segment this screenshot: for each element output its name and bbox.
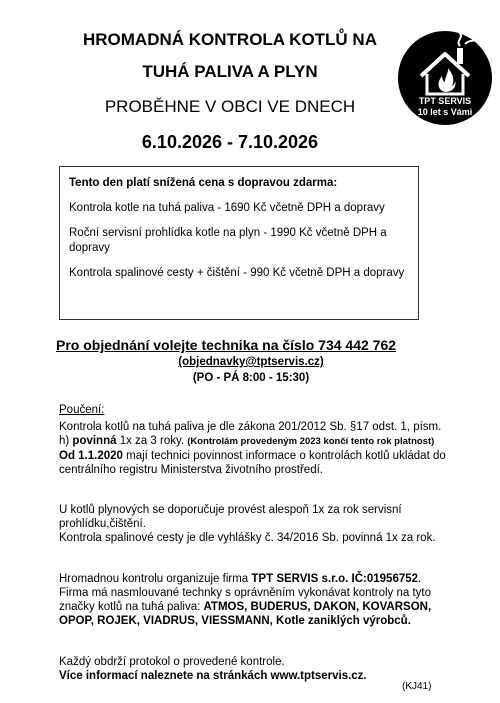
notice-p6-brands: ATMOS, BUDERUS, DAKON, KOVARSON, OPOP, ROJEK, VIADRUS, VIESSMANN, Kotle zaniklých výrobců. xyxy=(59,601,432,627)
office-hours: (PO - PÁ 8:00 - 15:30) xyxy=(192,372,310,384)
notice-p5-bold: TPT SERVIS s.r.o. IČ:01956752 xyxy=(251,573,419,585)
price-lead: Tento den platí snížená cena s dopravou zdarma: xyxy=(69,177,338,189)
price-item-gas: Roční servisní prohlídka kotle na plyn - 1990 Kč včetně DPH a dopravy xyxy=(69,227,387,254)
notice-paragraph-gas xyxy=(59,503,451,545)
order-phone-line: Pro objednání volejte technika na číslo 734 442 762 xyxy=(56,337,397,353)
page-subtitle: PROBĚHNE V OBCI VE DNECH xyxy=(104,97,356,116)
price-item-flue: Kontrola spalinové cesty + čištění - 990 Kč včetně DPH a dopravy xyxy=(69,267,405,279)
notice-p1-text: Kontrola kotlů na tuhá paliva je dle zákona 201/2012 Sb. §17 odst. 1, písm. h) xyxy=(59,421,442,447)
notice-p5-text: Hromadnou kontrolu organizuje firma xyxy=(59,573,252,585)
notice-paragraph-closing xyxy=(59,655,451,683)
notice-p1-note: (Kontrolám provedeným 2023 končí tento rok platnost) xyxy=(187,436,435,447)
notice-p5-end: . xyxy=(418,573,422,585)
document-code: (KJ41) xyxy=(402,681,432,692)
notice-p1-text2: 1x za 3 roky. xyxy=(116,435,188,447)
notice-p6-text: Firma má nasmlouvané technky s oprávněním vykonávat kontroly na tyto značky kotlů na tuhá paliva: xyxy=(59,587,432,613)
logo-text-line2: 10 let s Vámi xyxy=(417,107,473,117)
page-title-line1: HROMADNÁ KONTROLA KOTLŮ NA xyxy=(82,30,377,49)
notice-p2-text: mají technici povinnost informace o kontrolách kotlů ukládat do centrálního registru Ministerstva životního prostředí. xyxy=(59,450,446,476)
notice-paragraph-1 xyxy=(59,420,451,477)
notice-heading xyxy=(59,403,451,417)
price-item-solid-fuel: Kontrola kotle na tuhá paliva - 1690 Kč včetně DPH a dopravy xyxy=(69,202,385,214)
logo-text-line1: TPT SERVIS xyxy=(418,96,472,106)
notice-p3: U kotlů plynových se doporučuje provést alespoň 1x za rok servisní prohlídku,čištění. xyxy=(59,504,402,530)
company-logo xyxy=(397,30,493,126)
notice-p7: Každý obdrží protokol o provedené kontrole. xyxy=(59,656,285,668)
notice-p4: Kontrola spalinové cesty je dle vyhlášky č. 34/2016 Sb. povinná 1x za rok. xyxy=(59,532,436,544)
page-title-line2: TUHÁ PALIVA A PLYN xyxy=(142,62,318,81)
order-email-link[interactable]: (objednavky@tptservis.cz) xyxy=(178,356,324,368)
notice-p2-bold: Od 1.1.2020 xyxy=(59,450,123,462)
notice-p8-website: Více informací naleznete na stránkách www.tptservis.cz. xyxy=(59,670,367,682)
price-box xyxy=(59,166,419,320)
event-dates: 6.10.2026 - 7.10.2026 xyxy=(141,132,319,152)
notice-p1-bold: povinná xyxy=(72,435,117,447)
notice-paragraph-company xyxy=(59,572,451,628)
notice-heading-label: Poučení: xyxy=(59,404,105,416)
